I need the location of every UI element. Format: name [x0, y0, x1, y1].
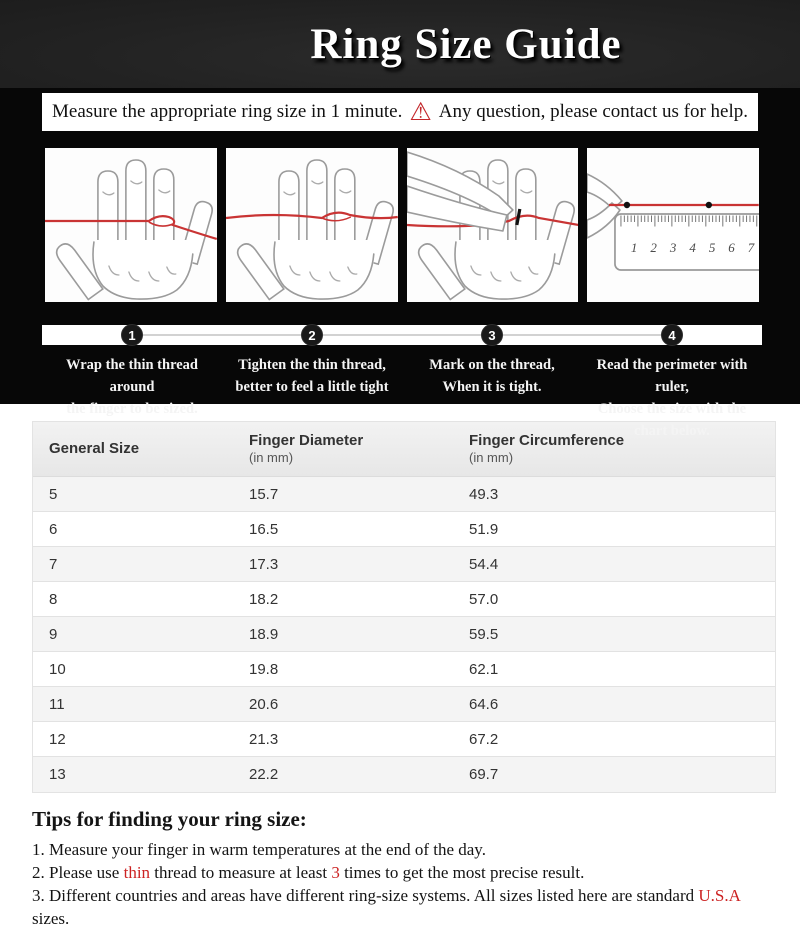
circumference-cell: 54.4: [469, 555, 499, 573]
steps-progress-bar: [42, 325, 762, 345]
panel-step-3: [407, 148, 579, 302]
diameter-cell: 18.9: [249, 625, 279, 643]
tip-highlight-text: 3: [331, 863, 340, 882]
ruler-measure-illustration: [587, 148, 759, 302]
header-subline: (in mm): [469, 450, 514, 465]
size-cell: 9: [49, 625, 58, 643]
tip-text: times to get the most precise result.: [339, 863, 585, 882]
table-row: [33, 722, 775, 757]
tip-text: thread to measure at least: [150, 863, 332, 882]
step-3-badge: [481, 324, 503, 346]
circumference-cell: 67.2: [469, 730, 499, 748]
header-label: General Size: [49, 440, 140, 457]
step-number: 4: [668, 327, 676, 343]
circumference-cell: 49.3: [469, 485, 499, 503]
instruction-section: [0, 88, 800, 439]
caption-line: Choose the size with the chart below.: [597, 401, 747, 439]
caption-line: When it is tight.: [442, 379, 542, 395]
panel-step-4: [587, 148, 759, 302]
step-2-cell: [222, 325, 402, 345]
caption-line: Wrap the thin thread around: [66, 357, 198, 395]
circumference-cell: 59.5: [469, 625, 499, 643]
header-general-size: [33, 440, 249, 458]
step-4-caption: [582, 354, 762, 442]
circumference-cell: 64.6: [469, 695, 499, 713]
step-number: 2: [308, 327, 316, 343]
step-1-caption: [42, 354, 222, 442]
diameter-cell: 16.5: [249, 520, 279, 538]
caption-line: better to feel a little tight: [235, 379, 389, 395]
banner-text-before: Measure the appropriate ring size in 1 minute.: [52, 101, 403, 122]
svg-text:5: 5: [709, 239, 716, 256]
step-number: 3: [488, 327, 496, 343]
tip-highlight-text: U.S.A: [698, 886, 740, 905]
hand-tighten-thread-illustration: [226, 148, 398, 302]
size-cell: 7: [49, 555, 58, 573]
diameter-cell: 17.3: [249, 555, 279, 573]
caption-line: Mark on the thread,: [429, 357, 555, 373]
page-header: [0, 0, 800, 88]
step-2-caption: [222, 354, 402, 442]
table-row: [33, 757, 775, 792]
tips-section: [32, 807, 776, 930]
tip-text: 3. Different countries and areas have different ring-size systems. All sizes listed here are standard: [32, 886, 699, 905]
circumference-cell: 62.1: [469, 660, 499, 678]
instruction-panels: [42, 148, 762, 302]
size-cell: 12: [49, 730, 66, 748]
table-row: [33, 582, 775, 617]
step-3-caption: [402, 354, 582, 442]
step-captions: [42, 354, 762, 442]
step-1-cell: [42, 325, 222, 345]
step-4-badge: [661, 324, 683, 346]
page-title: Ring Size Guide: [310, 20, 622, 68]
hand-wrap-thread-illustration: [45, 148, 217, 302]
circumference-cell: 57.0: [469, 590, 499, 608]
size-table-body: [33, 477, 775, 792]
tip-text: 1. Measure your finger in warm temperatures at the end of the day.: [32, 840, 486, 859]
banner-text-after: Any question, please contact us for help.: [438, 101, 748, 122]
size-cell: 11: [49, 695, 65, 713]
header-label: Finger Circumference: [469, 432, 625, 449]
caption-line: Read the perimeter with ruler,: [596, 357, 748, 395]
diameter-cell: 22.2: [249, 766, 279, 783]
tip-item-3: [32, 884, 776, 930]
step-1-badge: [121, 324, 143, 346]
size-cell: 5: [49, 485, 58, 503]
warning-triangle-icon: ⚠: [409, 96, 432, 126]
diameter-cell: 20.6: [249, 695, 279, 713]
table-row: [33, 512, 775, 547]
svg-text:2: 2: [650, 239, 658, 256]
table-row: [33, 547, 775, 582]
diameter-cell: 19.8: [249, 660, 279, 678]
tip-text: 2. Please use: [32, 863, 124, 882]
caption-line: the finger to be sized.: [66, 401, 198, 417]
step-2-badge: [301, 324, 323, 346]
svg-text:3: 3: [670, 239, 677, 256]
tip-item-1: [32, 838, 776, 861]
panel-step-1: [45, 148, 217, 302]
svg-text:4: 4: [689, 239, 697, 256]
svg-text:1: 1: [631, 239, 638, 256]
diameter-cell: 15.7: [249, 485, 279, 503]
step-number: 1: [128, 327, 136, 343]
table-row: [33, 477, 775, 512]
tip-item-2: [32, 861, 776, 884]
header-label: Finger Diameter: [249, 432, 364, 449]
size-cell: 13: [49, 766, 66, 783]
hand-mark-thread-illustration: [407, 148, 579, 302]
header-subline: (in mm): [249, 450, 294, 465]
tip-text: sizes.: [32, 909, 70, 928]
tips-heading: Tips for finding your ring size:: [32, 807, 307, 831]
caption-line: Tighten the thin thread,: [238, 357, 386, 373]
size-cell: 10: [49, 660, 66, 678]
ring-size-table: [32, 421, 776, 793]
svg-text:6: 6: [728, 239, 736, 256]
diameter-cell: 18.2: [249, 590, 279, 608]
table-row: [33, 617, 775, 652]
tip-highlight-text: thin: [123, 863, 151, 882]
step-3-cell: [402, 325, 582, 345]
table-row: [33, 652, 775, 687]
notice-banner: [42, 93, 758, 131]
svg-text:7: 7: [748, 239, 755, 256]
size-cell: 6: [49, 520, 58, 538]
table-row: [33, 687, 775, 722]
diameter-cell: 21.3: [249, 730, 279, 748]
step-4-cell: [582, 325, 762, 345]
circumference-cell: 69.7: [469, 766, 499, 783]
circumference-cell: 51.9: [469, 520, 499, 538]
panel-step-2: [226, 148, 398, 302]
size-cell: 8: [49, 590, 58, 608]
